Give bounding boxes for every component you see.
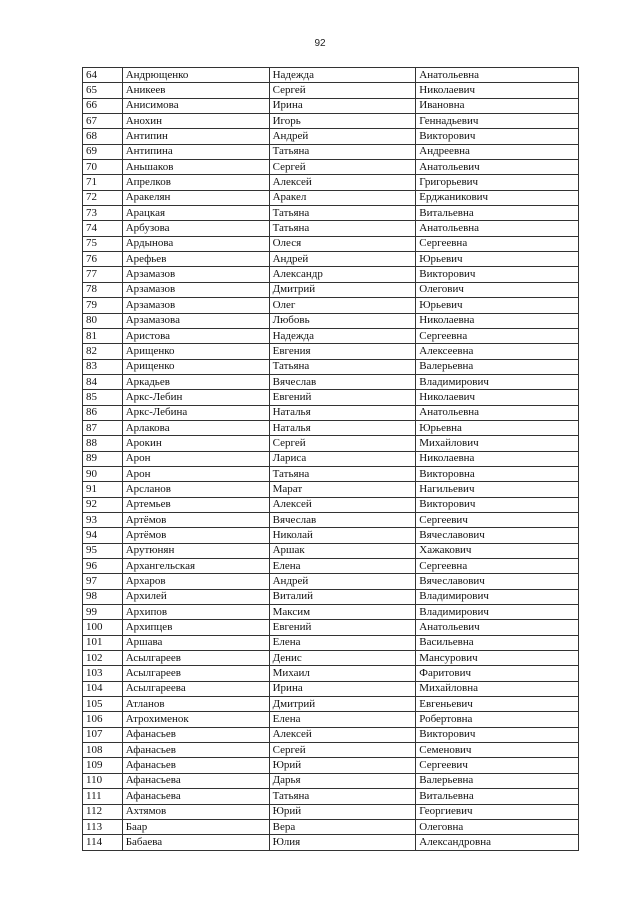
patronymic-cell: Валерьевна bbox=[416, 359, 579, 374]
table-row bbox=[83, 144, 579, 159]
row-number-cell: 67 bbox=[83, 114, 123, 129]
table-row bbox=[83, 773, 579, 788]
first-name-cell: Дмитрий bbox=[269, 282, 416, 297]
table-row bbox=[83, 206, 579, 221]
row-number-cell: 92 bbox=[83, 497, 123, 512]
patronymic-cell: Александровна bbox=[416, 835, 579, 850]
table-row bbox=[83, 789, 579, 804]
patronymic-cell: Вячеславович bbox=[416, 528, 579, 543]
patronymic-cell: Сергеевна bbox=[416, 328, 579, 343]
first-name-cell: Александр bbox=[269, 267, 416, 282]
last-name-cell: Архилей bbox=[122, 589, 269, 604]
table-row bbox=[83, 374, 579, 389]
first-name-cell: Сергей bbox=[269, 743, 416, 758]
first-name-cell: Андрей bbox=[269, 252, 416, 267]
table-row bbox=[83, 528, 579, 543]
patronymic-cell: Сергеевич bbox=[416, 512, 579, 527]
patronymic-cell: Юрьевич bbox=[416, 298, 579, 313]
row-number-cell: 93 bbox=[83, 512, 123, 527]
table-row bbox=[83, 497, 579, 512]
row-number-cell: 74 bbox=[83, 221, 123, 236]
patronymic-cell: Анатольевна bbox=[416, 405, 579, 420]
row-number-cell: 111 bbox=[83, 789, 123, 804]
first-name-cell: Юрий bbox=[269, 804, 416, 819]
patronymic-cell: Ерджаникович bbox=[416, 190, 579, 205]
last-name-cell: Арефьев bbox=[122, 252, 269, 267]
table-row bbox=[83, 451, 579, 466]
last-name-cell: Афанасьев bbox=[122, 727, 269, 742]
row-number-cell: 113 bbox=[83, 819, 123, 834]
row-number-cell: 104 bbox=[83, 681, 123, 696]
row-number-cell: 109 bbox=[83, 758, 123, 773]
last-name-cell: Арзамазов bbox=[122, 298, 269, 313]
first-name-cell: Сергей bbox=[269, 436, 416, 451]
table-row bbox=[83, 114, 579, 129]
row-number-cell: 70 bbox=[83, 160, 123, 175]
first-name-cell: Алексей bbox=[269, 497, 416, 512]
last-name-cell: Арлакова bbox=[122, 420, 269, 435]
table-row bbox=[83, 252, 579, 267]
table-row bbox=[83, 804, 579, 819]
last-name-cell: Артёмов bbox=[122, 512, 269, 527]
table-row bbox=[83, 160, 579, 175]
last-name-cell: Аркс-Лебина bbox=[122, 405, 269, 420]
patronymic-cell: Семенович bbox=[416, 743, 579, 758]
row-number-cell: 86 bbox=[83, 405, 123, 420]
first-name-cell: Вячеслав bbox=[269, 512, 416, 527]
first-name-cell: Олег bbox=[269, 298, 416, 313]
row-number-cell: 96 bbox=[83, 559, 123, 574]
first-name-cell: Надежда bbox=[269, 328, 416, 343]
first-name-cell: Татьяна bbox=[269, 221, 416, 236]
patronymic-cell: Витальевна bbox=[416, 789, 579, 804]
page-number: 92 bbox=[314, 38, 326, 49]
row-number-cell: 97 bbox=[83, 574, 123, 589]
first-name-cell: Виталий bbox=[269, 589, 416, 604]
patronymic-cell: Вячеславович bbox=[416, 574, 579, 589]
names-table bbox=[82, 67, 579, 851]
last-name-cell: Анисимова bbox=[122, 98, 269, 113]
patronymic-cell: Викторович bbox=[416, 727, 579, 742]
last-name-cell: Асылгареев bbox=[122, 651, 269, 666]
table-row bbox=[83, 313, 579, 328]
row-number-cell: 77 bbox=[83, 267, 123, 282]
table-row bbox=[83, 436, 579, 451]
last-name-cell: Аршава bbox=[122, 635, 269, 650]
table-row bbox=[83, 635, 579, 650]
first-name-cell: Ирина bbox=[269, 98, 416, 113]
last-name-cell: Арищенко bbox=[122, 359, 269, 374]
patronymic-cell: Нагильевич bbox=[416, 482, 579, 497]
table-row bbox=[83, 129, 579, 144]
last-name-cell: Арзамазова bbox=[122, 313, 269, 328]
patronymic-cell: Олегович bbox=[416, 282, 579, 297]
row-number-cell: 66 bbox=[83, 98, 123, 113]
row-number-cell: 112 bbox=[83, 804, 123, 819]
patronymic-cell: Васильевна bbox=[416, 635, 579, 650]
first-name-cell: Надежда bbox=[269, 68, 416, 83]
last-name-cell: Апрелков bbox=[122, 175, 269, 190]
first-name-cell: Наталья bbox=[269, 420, 416, 435]
patronymic-cell: Юрьевна bbox=[416, 420, 579, 435]
row-number-cell: 81 bbox=[83, 328, 123, 343]
table-row bbox=[83, 712, 579, 727]
row-number-cell: 90 bbox=[83, 466, 123, 481]
last-name-cell: Арон bbox=[122, 451, 269, 466]
last-name-cell: Атланов bbox=[122, 697, 269, 712]
patronymic-cell: Анатольевич bbox=[416, 160, 579, 175]
row-number-cell: 103 bbox=[83, 666, 123, 681]
table-row bbox=[83, 482, 579, 497]
table-row bbox=[83, 236, 579, 251]
table-row bbox=[83, 681, 579, 696]
first-name-cell: Игорь bbox=[269, 114, 416, 129]
patronymic-cell: Сергеевич bbox=[416, 758, 579, 773]
patronymic-cell: Фаритович bbox=[416, 666, 579, 681]
table-row bbox=[83, 390, 579, 405]
table-row bbox=[83, 83, 579, 98]
patronymic-cell: Викторовна bbox=[416, 466, 579, 481]
last-name-cell: Афанасьева bbox=[122, 789, 269, 804]
first-name-cell: Дарья bbox=[269, 773, 416, 788]
patronymic-cell: Викторович bbox=[416, 129, 579, 144]
last-name-cell: Арзамазов bbox=[122, 282, 269, 297]
first-name-cell: Андрей bbox=[269, 574, 416, 589]
table-row bbox=[83, 758, 579, 773]
table-row bbox=[83, 819, 579, 834]
patronymic-cell: Алексеевна bbox=[416, 344, 579, 359]
row-number-cell: 89 bbox=[83, 451, 123, 466]
row-number-cell: 80 bbox=[83, 313, 123, 328]
first-name-cell: Дмитрий bbox=[269, 697, 416, 712]
last-name-cell: Аристова bbox=[122, 328, 269, 343]
table-row bbox=[83, 420, 579, 435]
last-name-cell: Арутюнян bbox=[122, 543, 269, 558]
first-name-cell: Марат bbox=[269, 482, 416, 497]
table-row bbox=[83, 543, 579, 558]
patronymic-cell: Сергеевна bbox=[416, 559, 579, 574]
table-row bbox=[83, 328, 579, 343]
last-name-cell: Арбузова bbox=[122, 221, 269, 236]
first-name-cell: Елена bbox=[269, 635, 416, 650]
table-row bbox=[83, 98, 579, 113]
table-row bbox=[83, 605, 579, 620]
first-name-cell: Олеся bbox=[269, 236, 416, 251]
table-row bbox=[83, 466, 579, 481]
first-name-cell: Николай bbox=[269, 528, 416, 543]
table-row bbox=[83, 190, 579, 205]
row-number-cell: 107 bbox=[83, 727, 123, 742]
row-number-cell: 79 bbox=[83, 298, 123, 313]
patronymic-cell: Мансурович bbox=[416, 651, 579, 666]
table-row bbox=[83, 727, 579, 742]
patronymic-cell: Анатольевна bbox=[416, 221, 579, 236]
row-number-cell: 83 bbox=[83, 359, 123, 374]
table-row bbox=[83, 344, 579, 359]
last-name-cell: Антипина bbox=[122, 144, 269, 159]
row-number-cell: 73 bbox=[83, 206, 123, 221]
row-number-cell: 71 bbox=[83, 175, 123, 190]
last-name-cell: Баар bbox=[122, 819, 269, 834]
row-number-cell: 102 bbox=[83, 651, 123, 666]
first-name-cell: Наталья bbox=[269, 405, 416, 420]
row-number-cell: 105 bbox=[83, 697, 123, 712]
row-number-cell: 99 bbox=[83, 605, 123, 620]
patronymic-cell: Хажакович bbox=[416, 543, 579, 558]
first-name-cell: Максим bbox=[269, 605, 416, 620]
table-row bbox=[83, 651, 579, 666]
table-row bbox=[83, 743, 579, 758]
last-name-cell: Аникеев bbox=[122, 83, 269, 98]
table-row bbox=[83, 835, 579, 850]
patronymic-cell: Евгеньевич bbox=[416, 697, 579, 712]
patronymic-cell: Олеговна bbox=[416, 819, 579, 834]
last-name-cell: Аньшаков bbox=[122, 160, 269, 175]
first-name-cell: Елена bbox=[269, 559, 416, 574]
last-name-cell: Андрющенко bbox=[122, 68, 269, 83]
row-number-cell: 91 bbox=[83, 482, 123, 497]
first-name-cell: Михаил bbox=[269, 666, 416, 681]
last-name-cell: Аракелян bbox=[122, 190, 269, 205]
last-name-cell: Асылгареев bbox=[122, 666, 269, 681]
last-name-cell: Архангельская bbox=[122, 559, 269, 574]
table-row bbox=[83, 298, 579, 313]
patronymic-cell: Николаевич bbox=[416, 390, 579, 405]
first-name-cell: Лариса bbox=[269, 451, 416, 466]
table-row bbox=[83, 620, 579, 635]
first-name-cell: Евгения bbox=[269, 344, 416, 359]
row-number-cell: 108 bbox=[83, 743, 123, 758]
patronymic-cell: Сергеевна bbox=[416, 236, 579, 251]
last-name-cell: Антипин bbox=[122, 129, 269, 144]
row-number-cell: 82 bbox=[83, 344, 123, 359]
last-name-cell: Афанасьева bbox=[122, 773, 269, 788]
first-name-cell: Евгений bbox=[269, 620, 416, 635]
patronymic-cell: Ивановна bbox=[416, 98, 579, 113]
table-row bbox=[83, 267, 579, 282]
last-name-cell: Афанасьев bbox=[122, 758, 269, 773]
first-name-cell: Андрей bbox=[269, 129, 416, 144]
patronymic-cell: Анатольевич bbox=[416, 620, 579, 635]
last-name-cell: Архипцев bbox=[122, 620, 269, 635]
first-name-cell: Алексей bbox=[269, 727, 416, 742]
patronymic-cell: Георгиевич bbox=[416, 804, 579, 819]
first-name-cell: Вячеслав bbox=[269, 374, 416, 389]
last-name-cell: Артёмов bbox=[122, 528, 269, 543]
patronymic-cell: Витальевна bbox=[416, 206, 579, 221]
table-row bbox=[83, 282, 579, 297]
first-name-cell: Алексей bbox=[269, 175, 416, 190]
row-number-cell: 100 bbox=[83, 620, 123, 635]
first-name-cell: Елена bbox=[269, 712, 416, 727]
table-row bbox=[83, 175, 579, 190]
first-name-cell: Сергей bbox=[269, 160, 416, 175]
table-row bbox=[83, 666, 579, 681]
row-number-cell: 72 bbox=[83, 190, 123, 205]
patronymic-cell: Михайлович bbox=[416, 436, 579, 451]
last-name-cell: Арацкая bbox=[122, 206, 269, 221]
table-row bbox=[83, 359, 579, 374]
table-row bbox=[83, 405, 579, 420]
row-number-cell: 76 bbox=[83, 252, 123, 267]
row-number-cell: 64 bbox=[83, 68, 123, 83]
patronymic-cell: Юрьевич bbox=[416, 252, 579, 267]
first-name-cell: Татьяна bbox=[269, 359, 416, 374]
patronymic-cell: Андреевна bbox=[416, 144, 579, 159]
first-name-cell: Аршак bbox=[269, 543, 416, 558]
row-number-cell: 106 bbox=[83, 712, 123, 727]
first-name-cell: Сергей bbox=[269, 83, 416, 98]
patronymic-cell: Николаевич bbox=[416, 83, 579, 98]
table-row bbox=[83, 589, 579, 604]
first-name-cell: Татьяна bbox=[269, 789, 416, 804]
first-name-cell: Денис bbox=[269, 651, 416, 666]
patronymic-cell: Владимирович bbox=[416, 374, 579, 389]
row-number-cell: 114 bbox=[83, 835, 123, 850]
row-number-cell: 88 bbox=[83, 436, 123, 451]
row-number-cell: 69 bbox=[83, 144, 123, 159]
patronymic-cell: Викторович bbox=[416, 267, 579, 282]
row-number-cell: 68 bbox=[83, 129, 123, 144]
table-row bbox=[83, 68, 579, 83]
first-name-cell: Евгений bbox=[269, 390, 416, 405]
patronymic-cell: Владимирович bbox=[416, 589, 579, 604]
patronymic-cell: Николаевна bbox=[416, 313, 579, 328]
last-name-cell: Артемьев bbox=[122, 497, 269, 512]
row-number-cell: 87 bbox=[83, 420, 123, 435]
row-number-cell: 65 bbox=[83, 83, 123, 98]
last-name-cell: Арон bbox=[122, 466, 269, 481]
last-name-cell: Арищенко bbox=[122, 344, 269, 359]
patronymic-cell: Робертовна bbox=[416, 712, 579, 727]
last-name-cell: Арсланов bbox=[122, 482, 269, 497]
last-name-cell: Ардынова bbox=[122, 236, 269, 251]
first-name-cell: Ирина bbox=[269, 681, 416, 696]
row-number-cell: 78 bbox=[83, 282, 123, 297]
first-name-cell: Татьяна bbox=[269, 206, 416, 221]
row-number-cell: 84 bbox=[83, 374, 123, 389]
first-name-cell: Юрий bbox=[269, 758, 416, 773]
row-number-cell: 101 bbox=[83, 635, 123, 650]
patronymic-cell: Владимирович bbox=[416, 605, 579, 620]
names-table-body bbox=[83, 68, 579, 851]
last-name-cell: Ахтямов bbox=[122, 804, 269, 819]
patronymic-cell: Михайловна bbox=[416, 681, 579, 696]
first-name-cell: Вера bbox=[269, 819, 416, 834]
table-row bbox=[83, 574, 579, 589]
first-name-cell: Любовь bbox=[269, 313, 416, 328]
table-row bbox=[83, 512, 579, 527]
last-name-cell: Асылгареева bbox=[122, 681, 269, 696]
last-name-cell: Архаров bbox=[122, 574, 269, 589]
row-number-cell: 95 bbox=[83, 543, 123, 558]
last-name-cell: Афанасьев bbox=[122, 743, 269, 758]
first-name-cell: Татьяна bbox=[269, 466, 416, 481]
row-number-cell: 75 bbox=[83, 236, 123, 251]
last-name-cell: Аркс-Лебин bbox=[122, 390, 269, 405]
row-number-cell: 94 bbox=[83, 528, 123, 543]
patronymic-cell: Геннадьевич bbox=[416, 114, 579, 129]
table-row bbox=[83, 697, 579, 712]
patronymic-cell: Николаевна bbox=[416, 451, 579, 466]
patronymic-cell: Викторович bbox=[416, 497, 579, 512]
last-name-cell: Архипов bbox=[122, 605, 269, 620]
row-number-cell: 85 bbox=[83, 390, 123, 405]
patronymic-cell: Григорьевич bbox=[416, 175, 579, 190]
patronymic-cell: Валерьевна bbox=[416, 773, 579, 788]
last-name-cell: Аркадьев bbox=[122, 374, 269, 389]
table-row bbox=[83, 221, 579, 236]
last-name-cell: Арокин bbox=[122, 436, 269, 451]
row-number-cell: 110 bbox=[83, 773, 123, 788]
row-number-cell: 98 bbox=[83, 589, 123, 604]
last-name-cell: Анохин bbox=[122, 114, 269, 129]
first-name-cell: Татьяна bbox=[269, 144, 416, 159]
table-row bbox=[83, 559, 579, 574]
last-name-cell: Атрохименок bbox=[122, 712, 269, 727]
first-name-cell: Аракел bbox=[269, 190, 416, 205]
last-name-cell: Арзамазов bbox=[122, 267, 269, 282]
last-name-cell: Бабаева bbox=[122, 835, 269, 850]
patronymic-cell: Анатольевна bbox=[416, 68, 579, 83]
first-name-cell: Юлия bbox=[269, 835, 416, 850]
